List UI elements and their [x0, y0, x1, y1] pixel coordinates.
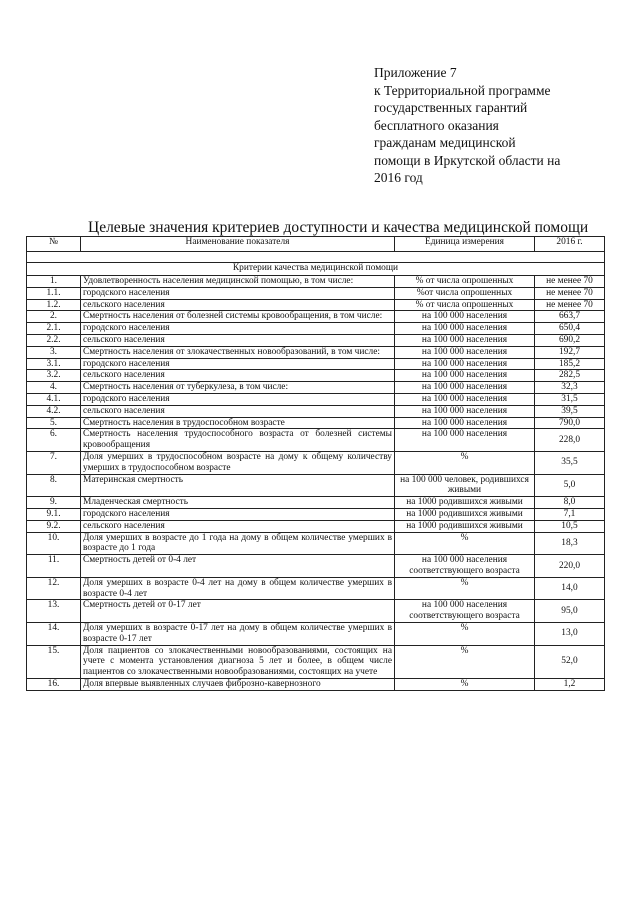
row-indicator-name: Доля впервые выявленных случаев фиброзно-кавернозного	[81, 678, 395, 690]
row-unit: %	[395, 451, 535, 474]
row-number: 7.	[27, 451, 81, 474]
row-indicator-name: сельского населения	[81, 334, 395, 346]
table-row	[27, 508, 605, 520]
table-row	[27, 474, 605, 497]
row-unit: на 100 000 населения соответствующего возраста	[395, 600, 535, 623]
row-value: не менее 70	[535, 287, 605, 299]
row-indicator-name: Доля пациентов со злокачественными новообразованиями, состоящих на учете с момента установления диагноза 5 лет и более, в общем числе пациентов со злокачественными новообразованиями, состоящих на учете	[81, 645, 395, 678]
table-row	[27, 520, 605, 532]
table-row	[27, 382, 605, 394]
row-number: 12.	[27, 577, 81, 600]
row-indicator-name: Смертность населения от болезней системы кровообращения, в том числе:	[81, 311, 395, 323]
header-unit: Единица измерения	[395, 237, 535, 252]
row-unit: %	[395, 678, 535, 690]
row-unit: % от числа опрошенных	[395, 276, 535, 288]
row-unit: %	[395, 645, 535, 678]
row-number: 10.	[27, 532, 81, 555]
row-indicator-name: Доля умерших в возрасте до 1 года на дому в общем количестве умерших в возрасте до 1 года	[81, 532, 395, 555]
row-indicator-name: Смертность населения от злокачественных новообразований, в том числе:	[81, 346, 395, 358]
table-row	[27, 370, 605, 382]
table-row	[27, 600, 605, 623]
row-number: 16.	[27, 678, 81, 690]
row-value: 7,1	[535, 508, 605, 520]
row-unit: %	[395, 532, 535, 555]
appendix-block	[374, 64, 614, 187]
row-indicator-name: Младенческая смертность	[81, 497, 395, 509]
row-unit: на 100 000 населения	[395, 370, 535, 382]
appendix-line: гражданам медицинской	[374, 135, 516, 150]
header-number: №	[27, 237, 81, 252]
criteria-table	[26, 236, 605, 691]
row-indicator-name: сельского населения	[81, 405, 395, 417]
header-value: 2016 г.	[535, 237, 605, 252]
appendix-line: 2016 год	[374, 170, 423, 185]
row-number: 9.2.	[27, 520, 81, 532]
row-unit: на 1000 родившихся живыми	[395, 508, 535, 520]
table-row	[27, 334, 605, 346]
row-value: 8,0	[535, 497, 605, 509]
table-row	[27, 678, 605, 690]
row-indicator-name: сельского населения	[81, 520, 395, 532]
table-row	[27, 577, 605, 600]
row-unit: на 100 000 населения	[395, 405, 535, 417]
row-value: не менее 70	[535, 299, 605, 311]
row-value: 185,2	[535, 358, 605, 370]
row-number: 1.	[27, 276, 81, 288]
row-number: 13.	[27, 600, 81, 623]
row-unit: на 100 000 населения	[395, 358, 535, 370]
row-unit: % от числа опрошенных	[395, 299, 535, 311]
row-unit: на 100 000 населения	[395, 393, 535, 405]
row-indicator-name: Доля умерших в трудоспособном возрасте на дому к общему количеству умерших в трудоспособном возрасте	[81, 451, 395, 474]
row-unit: %от числа опрошенных	[395, 287, 535, 299]
row-indicator-name: Смертность населения трудоспособного возраста от болезней системы кровообращения	[81, 429, 395, 452]
row-number: 11.	[27, 555, 81, 578]
row-number: 4.2.	[27, 405, 81, 417]
row-number: 3.2.	[27, 370, 81, 382]
row-value: 650,4	[535, 323, 605, 335]
row-indicator-name: Смертность населения от туберкулеза, в том числе:	[81, 382, 395, 394]
row-indicator-name: Смертность детей от 0-4 лет	[81, 555, 395, 578]
table-row	[27, 622, 605, 645]
table-row	[27, 287, 605, 299]
table-row	[27, 451, 605, 474]
row-value: 228,0	[535, 429, 605, 452]
table-row	[27, 645, 605, 678]
row-value: 663,7	[535, 311, 605, 323]
table-row	[27, 346, 605, 358]
section-title: Критерии качества медицинской помощи	[27, 263, 605, 276]
row-indicator-name: городского населения	[81, 287, 395, 299]
table-row	[27, 323, 605, 335]
table-row	[27, 417, 605, 429]
row-number: 8.	[27, 474, 81, 497]
row-value: 690,2	[535, 334, 605, 346]
row-indicator-name: сельского населения	[81, 299, 395, 311]
row-number: 9.	[27, 497, 81, 509]
row-indicator-name: Доля умерших в возрасте 0-4 лет на дому в общем количестве умерших в возрасте 0-4 лет	[81, 577, 395, 600]
table-row	[27, 497, 605, 509]
row-number: 4.1.	[27, 393, 81, 405]
row-indicator-name: Доля умерших в возрасте 0-17 лет на дому в общем количестве умерших в возрасте 0-17 лет	[81, 622, 395, 645]
table-row	[27, 299, 605, 311]
row-number: 14.	[27, 622, 81, 645]
row-value: 10,5	[535, 520, 605, 532]
row-indicator-name: городского населения	[81, 323, 395, 335]
row-value: 5,0	[535, 474, 605, 497]
table-row	[27, 405, 605, 417]
row-unit: на 100 000 населения	[395, 382, 535, 394]
row-value: 1,2	[535, 678, 605, 690]
row-indicator-name: Удовлетворенность населения медицинской помощью, в том числе:	[81, 276, 395, 288]
row-unit: на 1000 родившихся живыми	[395, 497, 535, 509]
row-unit: на 100 000 населения	[395, 311, 535, 323]
table-row	[27, 358, 605, 370]
row-value: 14,0	[535, 577, 605, 600]
row-value: 35,5	[535, 451, 605, 474]
row-number: 15.	[27, 645, 81, 678]
row-number: 1.2.	[27, 299, 81, 311]
row-indicator-name: Смертность населения в трудоспособном возрасте	[81, 417, 395, 429]
table-header-row	[27, 237, 605, 252]
table-row	[27, 311, 605, 323]
row-number: 9.1.	[27, 508, 81, 520]
appendix-line: помощи в Иркутской области на	[374, 152, 561, 168]
row-value: 282,5	[535, 370, 605, 382]
row-unit: %	[395, 577, 535, 600]
row-indicator-name: городского населения	[81, 358, 395, 370]
appendix-line: к Территориальной программе	[374, 82, 551, 98]
row-number: 5.	[27, 417, 81, 429]
table-row	[27, 393, 605, 405]
row-unit: %	[395, 622, 535, 645]
section-row	[27, 263, 605, 276]
row-number: 1.1.	[27, 287, 81, 299]
row-indicator-name: Материнская смертность	[81, 474, 395, 497]
row-indicator-name: Смертность детей от 0-17 лет	[81, 600, 395, 623]
row-indicator-name: городского населения	[81, 508, 395, 520]
row-unit: на 1000 родившихся живыми	[395, 520, 535, 532]
row-unit: на 100 000 населения	[395, 417, 535, 429]
row-number: 2.	[27, 311, 81, 323]
row-number: 3.1.	[27, 358, 81, 370]
row-number: 4.	[27, 382, 81, 394]
row-number: 2.1.	[27, 323, 81, 335]
row-unit: на 100 000 человек, родившихся живыми	[395, 474, 535, 497]
row-indicator-name: городского населения	[81, 393, 395, 405]
table-row	[27, 532, 605, 555]
appendix-line: Приложение 7	[374, 65, 457, 80]
row-value: 39,5	[535, 405, 605, 417]
appendix-line: государственных гарантий	[374, 100, 528, 115]
row-value: 52,0	[535, 645, 605, 678]
document-title: Целевые значения критериев доступности и качества медицинской помощи	[88, 219, 589, 236]
row-indicator-name: сельского населения	[81, 370, 395, 382]
row-value: не менее 70	[535, 276, 605, 288]
row-value: 18,3	[535, 532, 605, 555]
row-number: 3.	[27, 346, 81, 358]
table-body	[27, 252, 605, 691]
row-value: 220,0	[535, 555, 605, 578]
row-unit: на 100 000 населения соответствующего возраста	[395, 555, 535, 578]
header-name: Наименование показателя	[81, 237, 395, 252]
row-value: 13,0	[535, 622, 605, 645]
table-row	[27, 555, 605, 578]
row-number: 6.	[27, 429, 81, 452]
row-unit: на 100 000 населения	[395, 346, 535, 358]
row-unit: на 100 000 населения	[395, 323, 535, 335]
spacer-row	[27, 252, 605, 263]
row-unit: на 100 000 населения	[395, 334, 535, 346]
row-value: 31,5	[535, 393, 605, 405]
table-row	[27, 276, 605, 288]
table-row	[27, 429, 605, 452]
appendix-line: бесплатного оказания	[374, 117, 499, 133]
row-number: 2.2.	[27, 334, 81, 346]
row-unit: на 100 000 населения	[395, 429, 535, 452]
row-value: 192,7	[535, 346, 605, 358]
row-value: 95,0	[535, 600, 605, 623]
row-value: 32,3	[535, 382, 605, 394]
row-value: 790,0	[535, 417, 605, 429]
